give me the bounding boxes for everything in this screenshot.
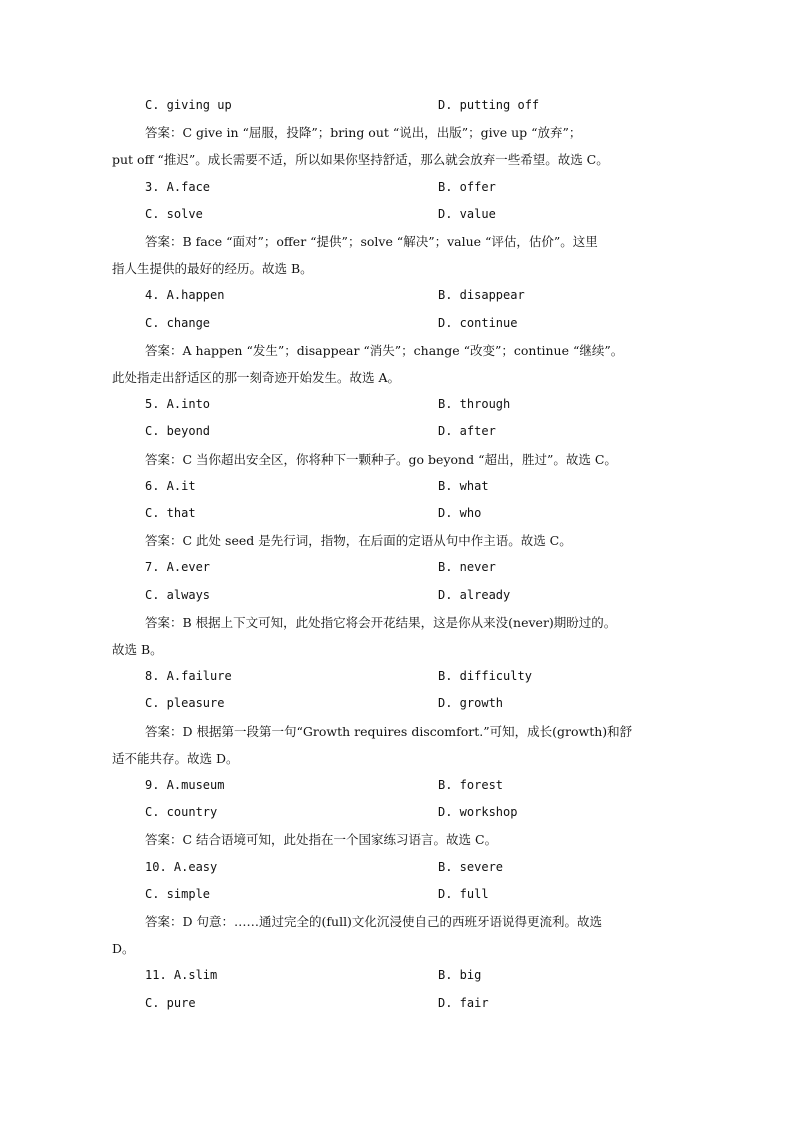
answer-text: B 根据上下文可知，此处指它将会开花结果，这是你从来没(never)期盼过的。 bbox=[182, 614, 617, 630]
options-row bbox=[0, 282, 794, 309]
options-row bbox=[0, 881, 794, 908]
option-right: D. full bbox=[438, 886, 489, 901]
option-right: D. fair bbox=[438, 995, 489, 1010]
options-row bbox=[0, 473, 794, 500]
answer-row bbox=[0, 908, 794, 935]
options-row bbox=[0, 418, 794, 445]
option-right: B. severe bbox=[438, 859, 504, 874]
options-row bbox=[0, 92, 794, 119]
answer-text: C 此处 seed 是先行词，指物，在后面的定语从句中作主语。故选 C。 bbox=[182, 533, 572, 549]
option-left: 7. A.ever bbox=[145, 560, 211, 575]
answer-text: C 当你超出安全区，你将种下一颗种子。go beyond “超出，胜过”。故选 C。 bbox=[182, 451, 617, 467]
answer-label: 答案： bbox=[145, 342, 183, 358]
option-left: C. always bbox=[145, 587, 211, 602]
answer-label: 答案： bbox=[145, 914, 183, 929]
answer-row bbox=[0, 446, 794, 473]
option-right: B. forest bbox=[438, 778, 504, 792]
answer-text: D 根据第一段第一句“Growth requires discomfort.”可知，成长(growth)和舒 bbox=[182, 723, 633, 739]
option-left: C. simple bbox=[145, 886, 211, 901]
options-row bbox=[0, 799, 794, 826]
answer-text-continued: D。 bbox=[112, 941, 135, 957]
answer-row bbox=[0, 718, 794, 745]
answer-row-continued bbox=[0, 146, 794, 173]
answer-row-continued bbox=[0, 364, 794, 391]
option-left: C. beyond bbox=[145, 424, 211, 439]
option-right: D. already bbox=[438, 587, 511, 602]
answer-row bbox=[0, 228, 794, 255]
answer-line bbox=[145, 826, 682, 853]
answer-text: B face “面对”；offer “提供”；solve “解决”；value “评估，估价”。这里 bbox=[182, 234, 598, 249]
answer-row-continued bbox=[0, 255, 794, 282]
options-row bbox=[0, 391, 794, 418]
answer-row-continued bbox=[0, 745, 794, 772]
options-row bbox=[0, 554, 794, 581]
option-right: D. value bbox=[438, 206, 496, 221]
option-right: D. continue bbox=[438, 315, 518, 330]
option-right: D. workshop bbox=[438, 805, 518, 820]
option-left: 4. A.happen bbox=[145, 288, 225, 303]
options-row bbox=[0, 990, 794, 1017]
option-left: 9. A.museum bbox=[145, 778, 225, 792]
answer-line bbox=[145, 908, 682, 935]
option-right: B. difficulty bbox=[438, 669, 532, 684]
answer-line bbox=[145, 446, 682, 473]
answer-label: 答案： bbox=[145, 125, 183, 141]
answer-label: 答案： bbox=[145, 451, 183, 467]
answer-line bbox=[145, 119, 682, 146]
answer-text-continued: 此处指走出舒适区的那一刻奇迹开始发生。故选 A。 bbox=[112, 370, 401, 385]
options-row bbox=[0, 500, 794, 527]
option-left: C. pleasure bbox=[145, 696, 225, 711]
answer-row bbox=[0, 826, 794, 853]
answer-text: D 句意：……通过完全的(full)文化沉浸使自己的西班牙语说得更流利。故选 bbox=[182, 914, 602, 929]
answer-line bbox=[145, 337, 682, 364]
option-right: B. never bbox=[438, 560, 496, 575]
answer-line bbox=[145, 527, 682, 554]
options-row bbox=[0, 310, 794, 337]
answer-label: 答案： bbox=[145, 614, 183, 630]
answer-row bbox=[0, 609, 794, 636]
options-row bbox=[0, 663, 794, 690]
answer-row bbox=[0, 527, 794, 554]
option-right: D. who bbox=[438, 506, 482, 520]
option-right: B. disappear bbox=[438, 288, 525, 303]
option-right: B. big bbox=[438, 968, 482, 983]
option-left: C. country bbox=[145, 805, 218, 820]
answer-line bbox=[145, 609, 682, 636]
option-right: B. offer bbox=[438, 179, 496, 194]
answer-row bbox=[0, 337, 794, 364]
option-left: 6. A.it bbox=[145, 478, 196, 493]
options-row bbox=[0, 201, 794, 228]
option-left: C. solve bbox=[145, 206, 203, 221]
option-right: D. after bbox=[438, 424, 496, 439]
option-left: 11. A.slim bbox=[145, 968, 218, 983]
answer-label: 答案： bbox=[145, 723, 183, 739]
option-left: 5. A.into bbox=[145, 397, 211, 412]
answer-label: 答案： bbox=[145, 832, 183, 848]
option-left: 3. A.face bbox=[145, 179, 211, 194]
answer-text-continued: 故选 B。 bbox=[112, 642, 163, 657]
answer-text-continued: 适不能共存。故选 D。 bbox=[112, 750, 239, 766]
answer-row-continued bbox=[0, 636, 794, 663]
options-row bbox=[0, 854, 794, 881]
options-row bbox=[0, 962, 794, 989]
answer-row bbox=[0, 119, 794, 146]
answer-label: 答案： bbox=[145, 234, 183, 249]
option-right: D. growth bbox=[438, 696, 504, 711]
answer-line bbox=[145, 228, 682, 255]
answer-text-continued: 指人生提供的最好的经历。故选 B。 bbox=[112, 261, 313, 277]
options-row bbox=[0, 690, 794, 717]
options-row bbox=[0, 174, 794, 201]
option-left: 10. A.easy bbox=[145, 859, 218, 874]
option-left: C. change bbox=[145, 315, 211, 330]
answer-text-continued: put off “推迟”。成长需要不适，所以如果你坚持舒适，那么就会放弃一些希望。故选 C。 bbox=[112, 152, 609, 168]
answer-text: C give in “屈服，投降”；bring out “说出，出版”；give up “放弃”； bbox=[182, 125, 582, 141]
option-left: C. that bbox=[145, 506, 196, 520]
option-right: D. putting off bbox=[438, 98, 540, 112]
option-right: B. what bbox=[438, 478, 489, 493]
answer-label: 答案： bbox=[145, 533, 183, 549]
answer-text: C 结合语境可知，此处指在一个国家练习语言。故选 C。 bbox=[182, 832, 498, 848]
option-left: C. giving up bbox=[145, 98, 232, 112]
option-right: B. through bbox=[438, 397, 511, 412]
option-left: C. pure bbox=[145, 995, 196, 1010]
options-row bbox=[0, 582, 794, 609]
answer-line bbox=[145, 718, 682, 745]
option-left: 8. A.failure bbox=[145, 669, 232, 684]
answer-row-continued bbox=[0, 935, 794, 962]
answer-text: A happen “发生”；disappear “消失”；change “改变”；continue “继续”。 bbox=[182, 342, 624, 358]
options-row bbox=[0, 772, 794, 799]
